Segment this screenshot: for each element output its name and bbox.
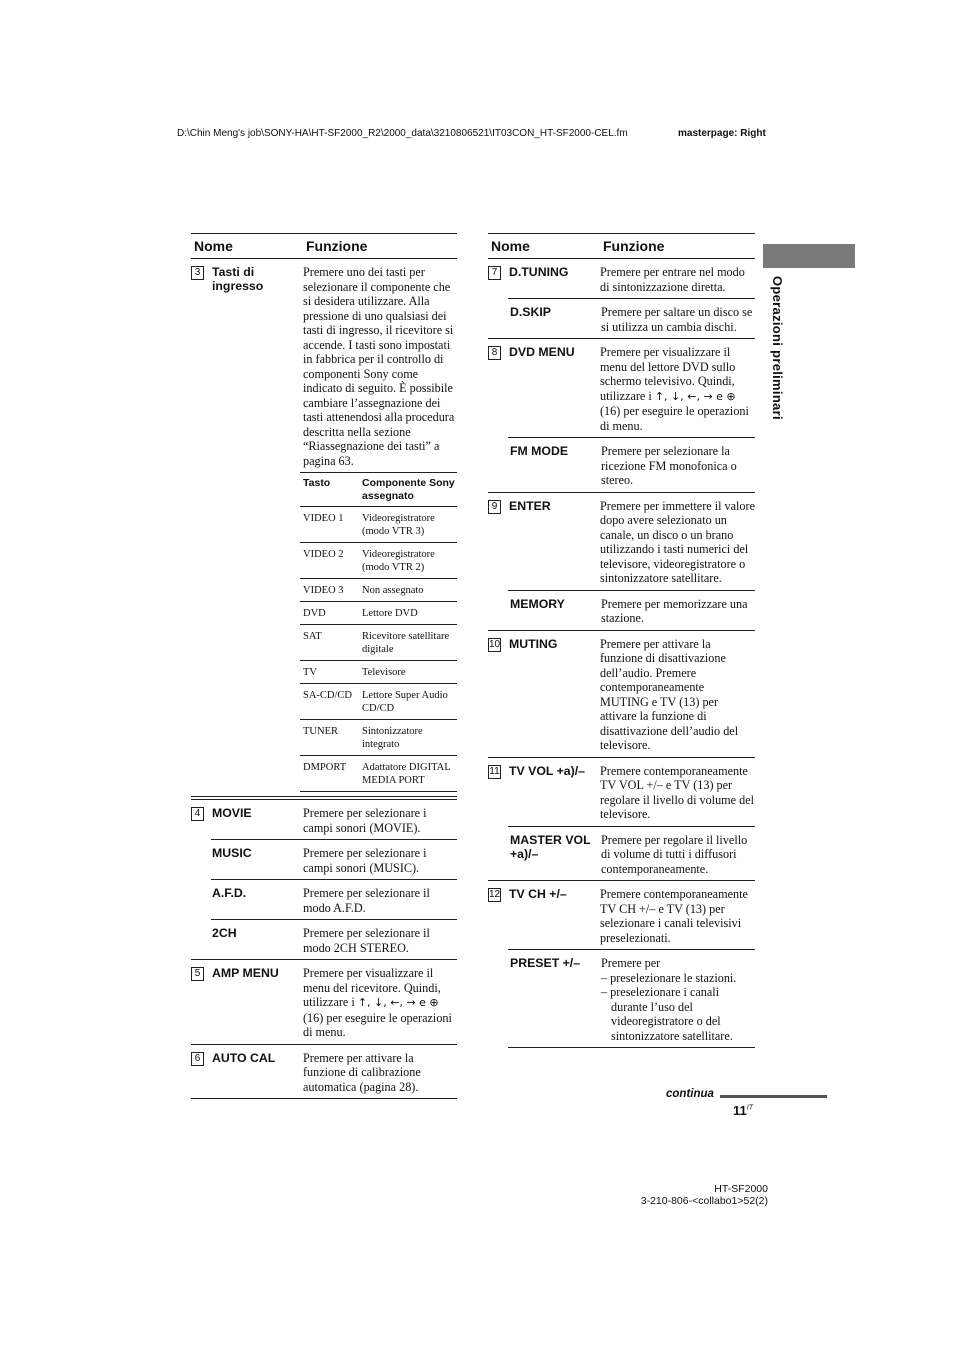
item-name: MEMORY	[510, 596, 565, 611]
item-name: PRESET +/–	[510, 956, 581, 970]
item-name: TV CH +/–	[509, 887, 567, 901]
item-number: 10	[489, 638, 501, 650]
item-function: Premere per memorizzare una stazione.	[601, 596, 748, 625]
table-row	[191, 959, 457, 1044]
item-function: Premere contemporaneamente TV VOL +/– e TV (13) per regolare il livello di volume del televisore.	[600, 763, 754, 821]
item-name: MASTER VOL +a)/–	[510, 832, 591, 861]
model-name: HT-SF2000	[714, 1183, 768, 1195]
sub-row-wrap	[508, 949, 755, 1048]
section-tab	[763, 244, 855, 268]
inner-key: SA-CD/CD	[303, 690, 353, 701]
table-row	[191, 1044, 457, 1100]
inner-component: Videoregistratore (modo VTR 3)	[362, 513, 435, 537]
item-function: Premere per entrare nel modo di sintonizzazione diretta.	[600, 265, 745, 294]
inner-component: Lettore Super Audio CD/CD	[362, 690, 448, 714]
inner-component: Televisore	[362, 667, 406, 678]
page-number-value: 11	[733, 1103, 747, 1118]
item-name: DVD MENU	[509, 345, 575, 359]
inner-row	[300, 661, 457, 684]
table-row	[488, 757, 755, 826]
inner-component: Lettore DVD	[362, 608, 418, 619]
table-row	[488, 259, 755, 298]
table-header	[191, 233, 457, 259]
inner-row	[300, 720, 457, 756]
item-name: MUSIC	[212, 846, 252, 860]
function-intro: Premere per	[601, 956, 661, 970]
item-function: Premere uno dei tasti per selezionare il componente che si desidera utilizzare. Alla pressione di uno qualsiasi dei tasti di ingresso, il ricevitore si accende. I tasti sono impostati in fabbrica per il controllo di componenti Sony come indicato di seguito. È possibile cambiare l’assegnazione dei tasti attenendosi alla procedura descritta nella sezione “Riassegnazione dei tasti” a pagina 63.	[303, 265, 455, 468]
table-header	[488, 233, 755, 259]
item-name: MOVIE	[212, 806, 252, 820]
inner-header	[300, 472, 457, 507]
item-number: 12	[489, 889, 501, 900]
item-function: Premere per regolare il livello di volume di tutti i diffusori contemporaneamente.	[601, 832, 748, 876]
inner-header-component: Componente Sony assegnato	[362, 477, 455, 502]
inner-component: Non assegnato	[362, 585, 424, 596]
item-number: 3	[191, 266, 204, 280]
header-function: Funzione	[306, 238, 368, 254]
inner-row	[300, 543, 457, 579]
inner-key: VIDEO 2	[303, 549, 344, 560]
table-row	[508, 950, 755, 1047]
footer-code	[630, 1183, 768, 1207]
item-function	[600, 345, 755, 433]
inner-key: VIDEO 3	[303, 585, 344, 596]
item-function	[303, 966, 457, 1040]
item-function: Premere per selezionare il modo A.F.D.	[303, 886, 430, 915]
item-function: Premere per selezionare i campi sonori (MUSIC).	[303, 846, 427, 875]
table-row	[488, 630, 755, 757]
sub-row-wrap	[211, 919, 457, 959]
inner-key: TUNER	[303, 726, 338, 737]
item-name: A.F.D.	[212, 886, 247, 900]
item-name: D.SKIP	[510, 305, 551, 319]
sub-row-wrap	[508, 298, 755, 338]
arrow-keys-icon: ↑, ↓, ←, → e ⊕	[654, 389, 736, 403]
item-number: 5	[191, 967, 204, 981]
table-row	[191, 259, 457, 468]
item-name: Tasti di ingresso	[212, 265, 264, 293]
function-text-cont: (16) per eseguire le operazioni di menu.	[600, 404, 749, 433]
table-row	[508, 827, 755, 881]
item-function	[601, 956, 755, 1043]
item-name: AMP MENU	[212, 966, 279, 980]
table-row	[211, 920, 457, 959]
inner-row	[300, 756, 457, 792]
left-table	[191, 233, 457, 1099]
page-number	[733, 1103, 753, 1118]
item-name: FM MODE	[510, 444, 569, 458]
inner-key: DVD	[303, 608, 326, 619]
function-list-item: – preselezionare i canali durante l’uso del videoregistratore o del sintonizzatore satellitare.	[601, 985, 733, 1043]
table-row	[508, 591, 755, 630]
sub-row-wrap	[211, 839, 457, 879]
item-function: Premere per selezionare la ricezione FM monofonica o stereo.	[601, 444, 737, 487]
right-table	[488, 233, 755, 1048]
file-path-header: D:\Chin Meng's job\SONY-HA\HT-SF2000_R2\2000_data\3210806521\IT03CON_HT-SF2000-CEL.fm	[177, 128, 628, 139]
section-label: Operazioni preliminari	[770, 276, 785, 420]
item-function: Premere per attivare la funzione di calibrazione automatica (pagina 28).	[303, 1050, 421, 1094]
masterpage-label: masterpage: Right	[678, 128, 766, 139]
table-row	[508, 438, 755, 492]
item-function: Premere per saltare un disco se si utilizza un cambia dischi.	[601, 305, 753, 334]
inner-row	[300, 684, 457, 720]
inner-row	[300, 625, 457, 661]
table-row	[191, 799, 457, 839]
inner-row	[300, 602, 457, 625]
header-name: Nome	[194, 238, 233, 254]
function-text: Premere per visualizzare il menu del ricevitore. Quindi, utilizzare i	[303, 966, 441, 1009]
sub-row-wrap	[508, 826, 755, 881]
item-number: 8	[488, 346, 501, 360]
sub-row-wrap	[508, 590, 755, 630]
inner-key: DMPORT	[303, 762, 347, 773]
document-code: 3-210-806-<collabo1>52(2)	[640, 1195, 768, 1207]
item-number: 7	[488, 266, 501, 280]
arrow-keys-icon: ↑, ↓, ←, → e ⊕	[357, 996, 439, 1009]
item-function: Premere per selezionare il modo 2CH STEREO.	[303, 926, 430, 955]
key-assignment-table	[191, 472, 457, 797]
table-row	[488, 338, 755, 437]
item-function: Premere per attivare la funzione di disattivazione dell’audio. Premere contemporaneamente MUTING e TV (13) per attivare la funzione di disattivazione dell’audio del televisore.	[600, 636, 739, 752]
item-name: TV VOL +a)/–	[509, 763, 585, 778]
item-name: 2CH	[212, 926, 237, 940]
item-function: Premere per immettere il valore dopo avere selezionato un canale, un disco o un brano utilizzando i tasti numerici del televisore, videoregistratore o sintonizzatore satellitare.	[600, 498, 755, 585]
sub-row-wrap	[508, 437, 755, 492]
item-name: D.TUNING	[509, 265, 569, 279]
item-number: 6	[191, 1052, 204, 1066]
inner-component: Videoregistratore (modo VTR 2)	[362, 549, 435, 573]
table-row	[488, 880, 755, 949]
continued-label: continua	[666, 1088, 714, 1100]
inner-header-key: Tasto	[303, 477, 331, 489]
inner-key: TV	[303, 667, 317, 678]
function-list-item: – preselezionare le stazioni.	[601, 970, 737, 985]
inner-row	[300, 507, 457, 543]
header-function: Funzione	[603, 238, 665, 254]
item-number: 9	[488, 500, 501, 514]
item-number: 4	[191, 807, 204, 821]
header-name: Nome	[491, 238, 530, 254]
inner-component: Ricevitore satellitare digitale	[362, 631, 450, 655]
table-row	[488, 492, 755, 590]
function-text: Premere per visualizzare il menu del lettore DVD sullo schermo televisivo. Quindi, utilizzare i	[600, 345, 736, 403]
inner-key: SAT	[303, 631, 322, 642]
item-function: Premere contemporaneamente TV CH +/– e TV (13) per selezionare i canali televisivi preselezionati.	[600, 887, 748, 945]
item-name: ENTER	[509, 498, 551, 513]
inner-key: VIDEO 1	[303, 513, 344, 524]
item-name: MUTING	[509, 636, 558, 651]
table-row	[211, 840, 457, 879]
function-text-cont: (16) per eseguire le operazioni di menu.	[303, 1010, 452, 1039]
table-row	[508, 299, 755, 338]
inner-component: Sintonizzatore integrato	[362, 726, 423, 750]
page-suffix: IT	[746, 1104, 753, 1112]
item-number: 11	[489, 765, 500, 777]
inner-row	[300, 579, 457, 602]
continued-rule	[720, 1095, 827, 1098]
item-name: AUTO CAL	[212, 1050, 276, 1065]
sub-row-wrap	[211, 879, 457, 919]
item-function: Premere per selezionare i campi sonori (MOVIE).	[303, 806, 427, 835]
inner-component: Adattatore DIGITAL MEDIA PORT	[362, 762, 451, 786]
table-row	[211, 880, 457, 919]
